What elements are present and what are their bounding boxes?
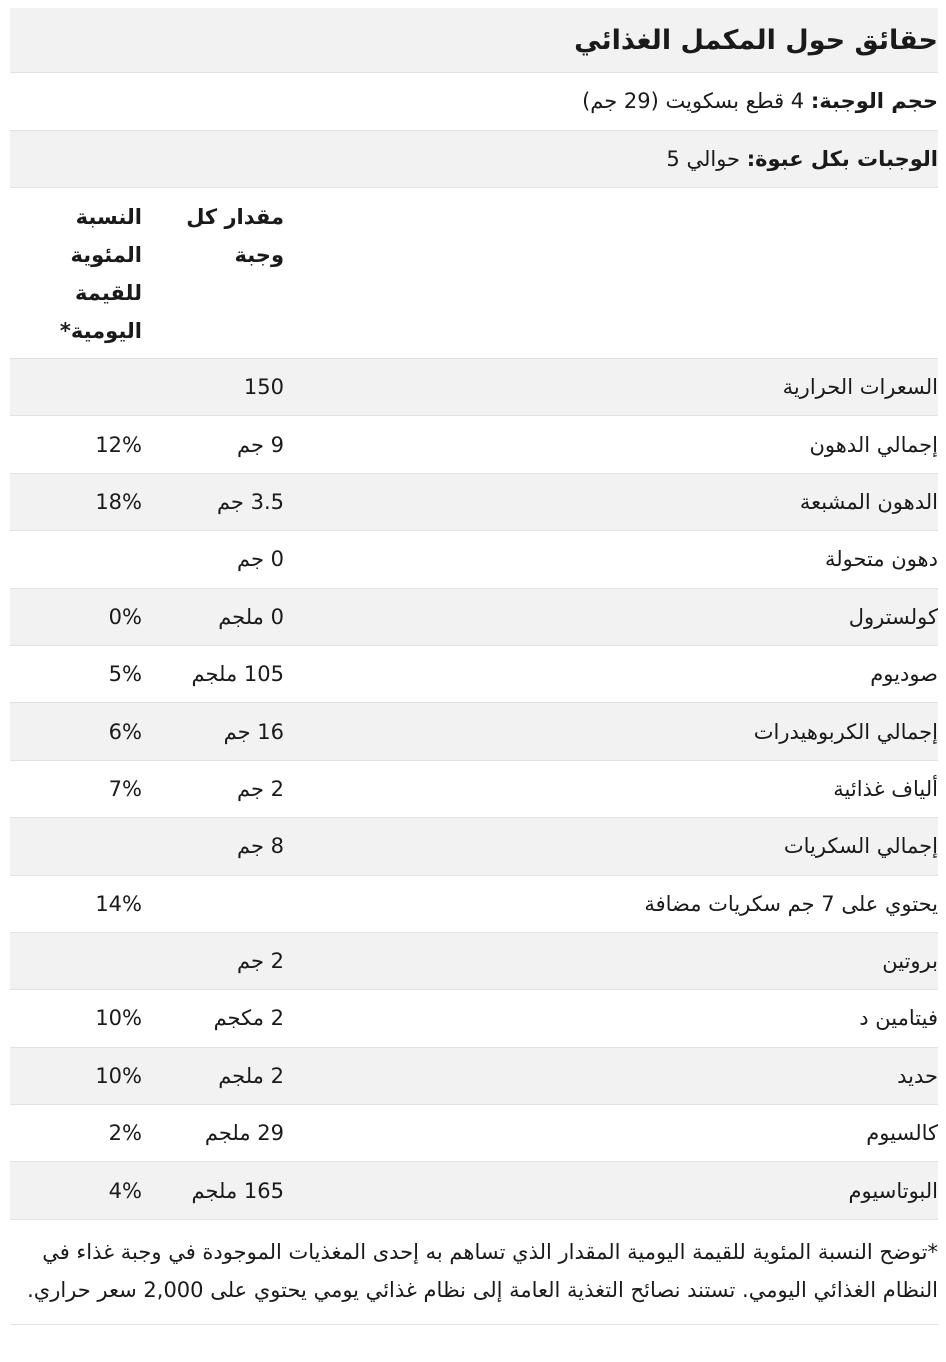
table-row <box>10 416 938 473</box>
nutrient-amount: 8 جم <box>236 834 284 859</box>
nutrient-name: فيتامين د <box>859 1006 938 1031</box>
nutrient-amount: 3.5 جم <box>216 489 284 514</box>
table-row <box>10 818 938 875</box>
table-row <box>10 531 938 588</box>
nutrient-rows <box>10 359 938 1220</box>
nutrient-name: حديد <box>897 1063 938 1088</box>
nutrient-amount: 2 ملجم <box>218 1063 284 1088</box>
nutrient-name: إجمالي الدهون <box>809 432 938 457</box>
nutrient-amount: 9 جم <box>236 432 284 457</box>
table-row <box>10 703 938 760</box>
servings-per-container-label: الوجبات بكل عبوة: <box>746 146 938 171</box>
servings-per-container-value: حوالي 5 <box>666 146 747 171</box>
page-title: حقائق حول المكمل الغذائي <box>574 24 938 56</box>
nutrient-daily-value: 2% <box>108 1121 142 1146</box>
nutrient-daily-value: 0% <box>108 604 142 629</box>
nutrient-name: ألياف غذائية <box>833 776 938 801</box>
nutrient-daily-value: 14% <box>95 891 142 916</box>
nutrient-daily-value: 4% <box>108 1178 142 1203</box>
supplement-facts-table <box>10 8 938 1325</box>
nutrient-amount: 2 جم <box>236 776 284 801</box>
table-row <box>10 1105 938 1162</box>
nutrient-daily-value: 6% <box>108 719 142 744</box>
nutrient-daily-value: 10% <box>95 1006 142 1031</box>
nutrient-daily-value: 5% <box>108 662 142 687</box>
nutrient-name: كولسترول <box>848 604 938 629</box>
table-row <box>10 761 938 818</box>
nutrient-amount: 2 جم <box>236 949 284 974</box>
serving-size-value: 4 قطع بسكويت (29 جم) <box>582 89 811 114</box>
nutrient-name: إجمالي السكريات <box>783 834 938 859</box>
nutrient-amount: 0 ملجم <box>218 604 284 629</box>
title-row <box>10 8 938 73</box>
servings-per-container-row <box>10 131 938 189</box>
table-row <box>10 990 938 1047</box>
nutrient-amount: 16 جم <box>223 719 284 744</box>
table-row <box>10 474 938 531</box>
nutrient-name: بروتين <box>882 949 938 974</box>
header-amount-per-serving: مقدار كل وجبة <box>186 205 284 267</box>
nutrient-amount: 2 مكجم <box>213 1006 284 1031</box>
nutrient-amount: 0 جم <box>236 547 284 572</box>
nutrient-name: إجمالي الكربوهيدرات <box>753 719 938 744</box>
table-row <box>10 359 938 416</box>
column-header-row <box>10 188 938 359</box>
nutrient-name: كالسيوم <box>866 1121 938 1146</box>
nutrient-name: صوديوم <box>870 662 938 687</box>
serving-size <box>582 89 938 113</box>
nutrient-name: دهون متحولة <box>824 547 938 572</box>
nutrient-daily-value: 10% <box>95 1063 142 1088</box>
nutrient-name: البوتاسيوم <box>848 1178 938 1203</box>
nutrient-amount: 150 <box>243 375 284 400</box>
table-row <box>10 1162 938 1219</box>
nutrient-daily-value: 7% <box>108 776 142 801</box>
table-row <box>10 589 938 646</box>
table-row <box>10 1048 938 1105</box>
nutrient-name: الدهون المشبعة <box>799 489 938 514</box>
nutrient-daily-value: 12% <box>95 432 142 457</box>
serving-size-row <box>10 73 938 131</box>
table-row <box>10 876 938 933</box>
table-row <box>10 646 938 703</box>
nutrient-amount: 165 ملجم <box>191 1178 284 1203</box>
header-daily-value: النسبة المئوية للقيمة اليومية* <box>59 205 142 343</box>
servings-per-container <box>666 147 938 171</box>
nutrient-name: يحتوي على 7 جم سكريات مضافة <box>644 891 938 916</box>
nutrient-amount: 105 ملجم <box>191 662 284 687</box>
serving-size-label: حجم الوجبة: <box>810 89 938 114</box>
nutrient-daily-value: 18% <box>95 489 142 514</box>
nutrient-name: السعرات الحرارية <box>782 375 938 400</box>
table-row <box>10 933 938 990</box>
footnote: *توضح النسبة المئوية للقيمة اليومية المقدار الذي تساهم به إحدى المغذيات الموجودة في وجبة غذاء في النظام الغذائي اليومي. تستند نصائح التغذية العامة إلى نظام غذائي يومي يحتوي على 2,000 سعر حراري. <box>10 1220 938 1325</box>
nutrient-amount: 29 ملجم <box>204 1121 284 1146</box>
